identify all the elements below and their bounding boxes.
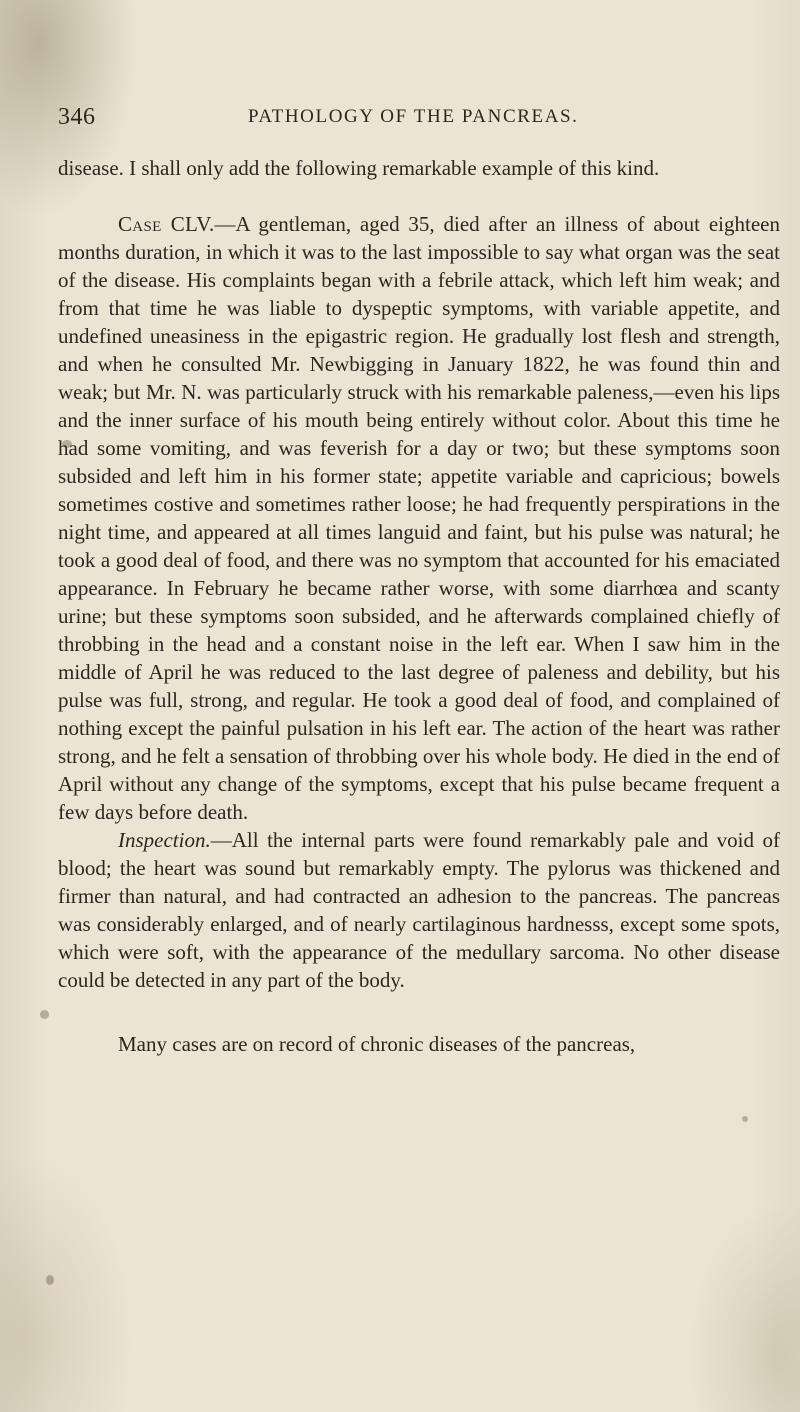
- paper-speck: [742, 1116, 748, 1122]
- case-label: Case CLV.: [118, 212, 215, 236]
- case-text: —A gentleman, aged 35, died after an illness of about eighteen months duration, in which it was to the last impossible to say what organ was the seat of the disease. His complaints began with a febrile attack, which left him weak; and from that time he was liable to dyspeptic symptoms, with variable appetite, and undefined uneasiness in the epigastric region. He gradually lost flesh and strength, and when he consulted Mr. Newbigging in January 1822, he was found thin and weak; but Mr. N. was particularly struck with his remarkable paleness,—even his lips and the inner surface of his mouth being entirely without color. About this time he had some vomiting, and was feverish for a day or two; but these symptoms soon subsided and left him in his former state; appetite variable and capricious; bowels sometimes costive and sometimes rather loose; he had frequently perspirations in the night time, and appeared at all times languid and faint, but his pulse was natural; he took a good deal of food, and there was no symptom that accounted for his emaciated appearance. In February he became rather worse, with some diarrhœa and scanty urine; but these symptoms soon subsided, and he afterwards complained chiefly of throbbing in the head and a constant noise in the left ear. When I saw him in the middle of April he was reduced to the last degree of paleness and debility, but his pulse was full, strong, and regular. He took a good deal of food, and complained of nothing except the painful pulsation in his left ear. The action of the heart was rather strong, and he felt a sensation of throbbing over his whole body. He died in the end of April without any change of the symptoms, except that his pulse became frequent a few days before death.: [58, 212, 780, 824]
- case-paragraph: [58, 210, 780, 826]
- inspection-paragraph: [58, 826, 780, 994]
- paper-speck: [40, 1010, 49, 1019]
- page-number: 346: [58, 104, 96, 130]
- body-text: [58, 154, 780, 1058]
- closing-paragraph: Many cases are on record of chronic diseases of the pancreas,: [118, 1032, 636, 1056]
- running-title: PATHOLOGY OF THE PANCREAS.: [248, 106, 579, 127]
- running-head: [58, 104, 718, 140]
- paper-speck: [46, 1275, 54, 1285]
- intro-paragraph: disease. I shall only add the following remarkable example of this kind.: [58, 156, 660, 180]
- inspection-label: Inspection.: [118, 828, 211, 852]
- paper-speck: [62, 440, 72, 448]
- inspection-text: —All the internal parts were found remarkably pale and void of blood; the heart was sound but remarkably empty. The pylorus was thickened and firmer than natural, and had contracted an adhesion to the pancreas. The pancreas was considerably enlarged, and of nearly cartilaginous hardnesss, except some spots, which were soft, with the appearance of the medullary sarcoma. No other disease could be detected in any part of the body.: [58, 828, 780, 992]
